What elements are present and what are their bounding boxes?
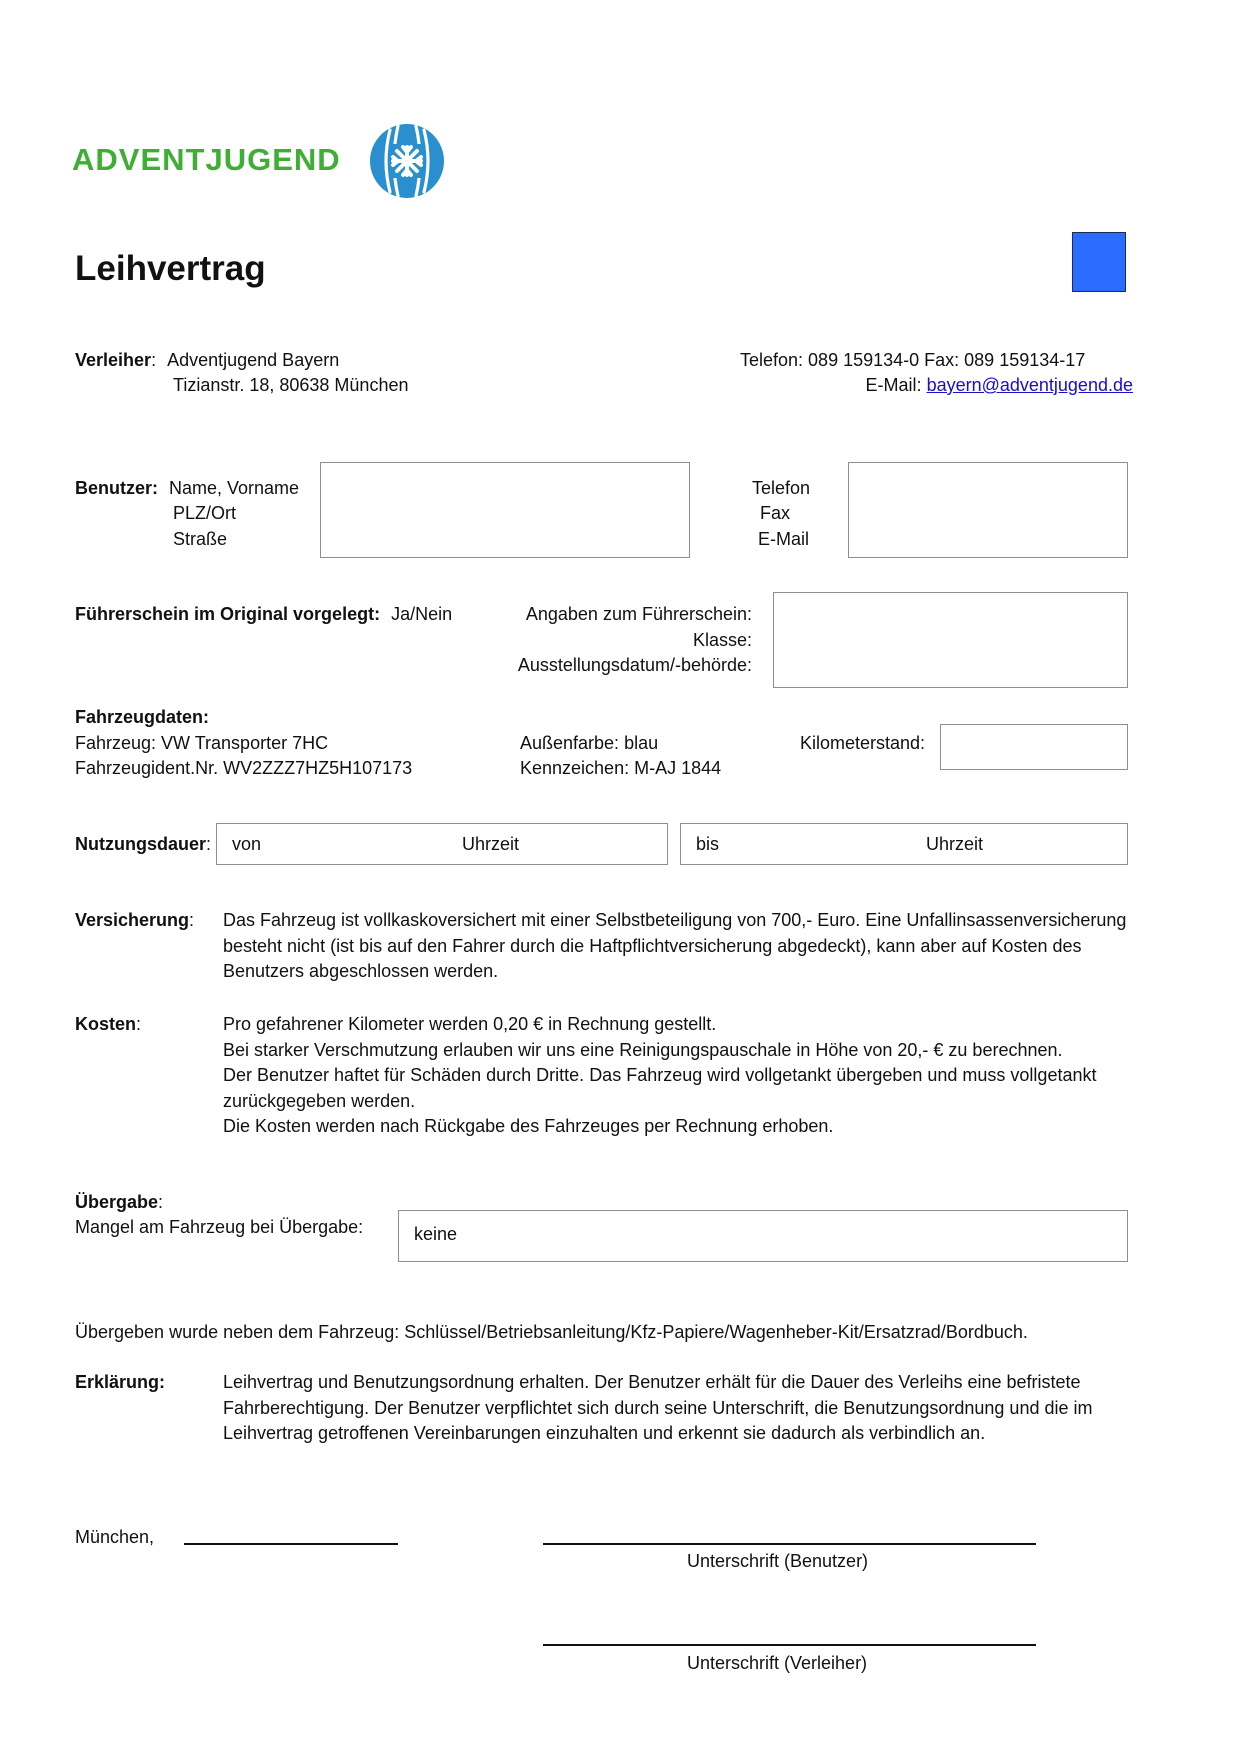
handover-items-text: Übergeben wurde neben dem Fahrzeug: Schlüssel/Betriebsanleitung/Kfz-Papiere/Wagenheber-Kit/Ersatzrad/Bordbuch. bbox=[75, 1322, 1028, 1342]
fuehrerschein-detail-2: Klasse: bbox=[692, 630, 752, 650]
verleiher-label: Verleiher bbox=[75, 350, 152, 370]
verleiher-name: Adventjugend Bayern bbox=[167, 350, 340, 370]
kosten-text bbox=[223, 1012, 1173, 1140]
verleiher-email-row bbox=[866, 373, 1133, 398]
fahrzeug-plate: Kennzeichen: M-AJ 1844 bbox=[520, 758, 722, 778]
versicherung-label: Versicherung bbox=[75, 910, 190, 930]
user-signature-line[interactable] bbox=[543, 1543, 1036, 1545]
to-time-label: Uhrzeit bbox=[926, 834, 984, 854]
page-title: Leihvertrag bbox=[75, 249, 266, 288]
uebergabe-row bbox=[75, 1190, 163, 1215]
benutzer-field-plz-label: PLZ/Ort bbox=[173, 503, 237, 523]
uebergabe-defects-label: Mangel am Fahrzeug bei Übergabe: bbox=[75, 1217, 364, 1237]
contact-telefon-label: Telefon bbox=[752, 478, 811, 498]
defects-value: keine bbox=[414, 1224, 458, 1244]
kosten-line: Pro gefahrener Kilometer werden 0,20 € in Rechnung gestellt. bbox=[223, 1014, 717, 1034]
contact-fax-label: Fax bbox=[760, 503, 791, 523]
kosten-colon: : bbox=[136, 1014, 142, 1034]
fahrzeug-color: Außenfarbe: blau bbox=[520, 733, 659, 753]
erklaerung-label: Erklärung: bbox=[75, 1372, 166, 1392]
contact-email-label: E-Mail bbox=[758, 529, 810, 549]
uebergabe-heading: Übergabe bbox=[75, 1192, 159, 1212]
nutzungsdauer-colon: : bbox=[206, 834, 212, 854]
benutzer-field-name-label: Name, Vorname bbox=[169, 478, 300, 498]
lender-signature-line[interactable] bbox=[543, 1644, 1036, 1646]
kosten-row bbox=[75, 1012, 141, 1037]
date-signature-line[interactable] bbox=[184, 1543, 398, 1545]
kilometerstand-label: Kilometerstand: bbox=[800, 733, 926, 753]
from-label: von bbox=[232, 834, 262, 854]
versicherung-text: Das Fahrzeug ist vollkaskoversichert mit einer Selbstbeteiligung von 700,- Euro. Eine Unfallinsassenversicherung besteht nicht (ist bis auf den Fahrer durch die Haftpflichtversicherung abgedeckt), kann aber auf Kosten des Benutzers abgeschlossen werden. bbox=[223, 910, 1127, 981]
verleiher-phone-fax: Telefon: 089 159134-0 Fax: 089 159134-17 bbox=[740, 350, 1086, 370]
fuehrerschein-details-input[interactable] bbox=[773, 592, 1128, 688]
kosten-line: Bei starker Verschmutzung erlauben wir uns eine Reinigungspauschale in Höhe von 20,- € zu berechnen. bbox=[223, 1039, 1063, 1060]
from-time-label: Uhrzeit bbox=[462, 834, 520, 854]
fuehrerschein-detail-1: Angaben zum Führerschein: bbox=[525, 604, 752, 624]
fahrzeug-model: Fahrzeug: VW Transporter 7HC bbox=[75, 733, 329, 753]
kosten-line: Der Benutzer haftet für Schäden durch Dritte. Das Fahrzeug wird vollgetankt übergeben und muss vollgetankt zurückgegeben werden. bbox=[223, 1065, 1097, 1111]
erklaerung-text: Leihvertrag und Benutzungsordnung erhalten. Der Benutzer erhält für die Dauer des Verleihs eine befristete Fahrberechtigung. Der Benutzer verpflichtet sich durch seine Unterschrift, die Benutzungsordnung und die im Leihvertrag getroffenen Vereinbarungen einzuhalten und erkennt sie dadurch als verbindlich an. bbox=[223, 1372, 1093, 1443]
fuehrerschein-value: Ja/Nein bbox=[391, 604, 453, 624]
to-label: bis bbox=[696, 834, 720, 854]
fahrzeug-vin: Fahrzeugident.Nr. WV2ZZZ7HZ5H107173 bbox=[75, 758, 413, 778]
nutzungsdauer-label: Nutzungsdauer bbox=[75, 834, 207, 854]
nutzungsdauer-from-input[interactable] bbox=[216, 823, 668, 865]
versicherung-colon: : bbox=[189, 910, 195, 930]
uebergabe-colon: : bbox=[158, 1192, 164, 1212]
signature-place: München, bbox=[75, 1527, 155, 1547]
fuehrerschein-row bbox=[75, 602, 452, 627]
benutzer-address-input[interactable] bbox=[320, 462, 690, 558]
user-signature-caption: Unterschrift (Benutzer) bbox=[687, 1551, 869, 1571]
lender-signature-caption: Unterschrift (Verleiher) bbox=[687, 1653, 868, 1673]
verleiher-address: Tizianstr. 18, 80638 München bbox=[173, 375, 409, 395]
kosten-label: Kosten bbox=[75, 1014, 137, 1034]
benutzer-label: Benutzer: bbox=[75, 478, 159, 498]
nutzungsdauer-to-input[interactable] bbox=[680, 823, 1128, 865]
adventjugend-emblem-icon bbox=[368, 122, 446, 200]
nutzungsdauer-row bbox=[75, 832, 211, 857]
fahrzeugdaten-heading: Fahrzeugdaten: bbox=[75, 707, 210, 727]
kosten-line: Die Kosten werden nach Rückgabe des Fahrzeuges per Rechnung erhoben. bbox=[223, 1116, 834, 1136]
kilometerstand-input[interactable] bbox=[940, 724, 1128, 770]
verleiher-colon: : bbox=[151, 350, 157, 370]
uebergabe-defects-input[interactable] bbox=[398, 1210, 1128, 1262]
fuehrerschein-label: Führerschein im Original vorgelegt: bbox=[75, 604, 381, 624]
benutzer-contact-input[interactable] bbox=[848, 462, 1128, 558]
benutzer-field-strasse-label: Straße bbox=[173, 529, 228, 549]
email-label: E-Mail: bbox=[865, 375, 927, 395]
fuehrerschein-detail-3: Ausstellungsdatum/-behörde: bbox=[517, 655, 752, 675]
logo-wordmark: ADVENTJUGEND bbox=[72, 142, 341, 177]
versicherung-row bbox=[75, 908, 194, 933]
verleiher-row bbox=[75, 348, 339, 373]
email-link[interactable]: bayern@adventjugend.de bbox=[926, 375, 1133, 395]
accent-square bbox=[1072, 232, 1126, 292]
